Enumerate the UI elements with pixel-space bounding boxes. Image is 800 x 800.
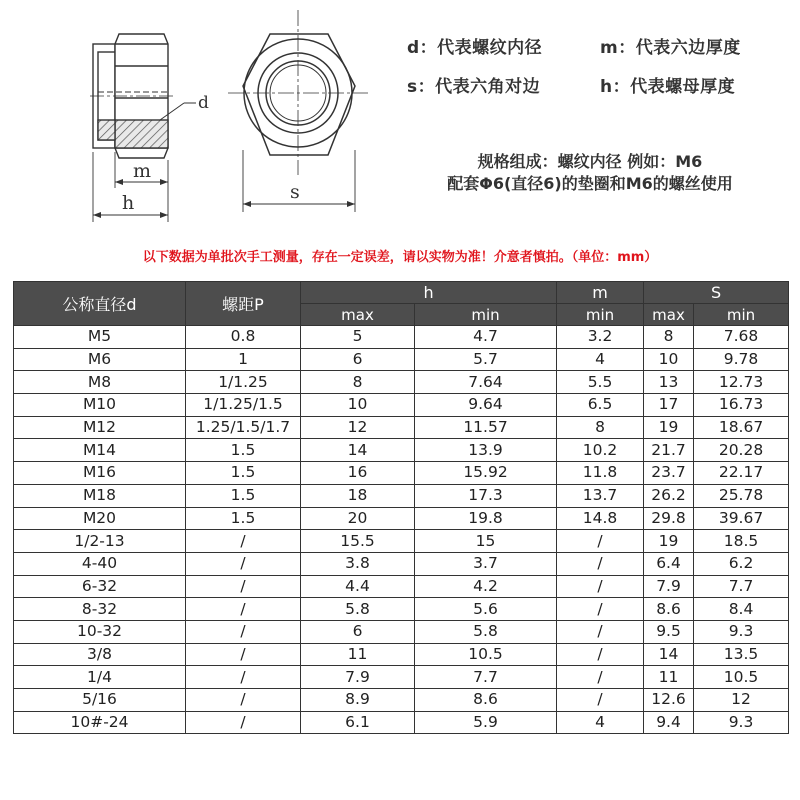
spec-line-1: 规格组成：螺纹内径 例如：M6: [477, 152, 703, 171]
table-row: [14, 598, 789, 621]
cell-nominal: 4-40: [14, 552, 186, 575]
cell-pitch: /: [186, 575, 301, 598]
table-row: [14, 484, 789, 507]
cell-s-min: 22.17: [694, 462, 789, 485]
cell-nominal: M8: [14, 371, 186, 394]
cell-pitch: 1/1.25/1.5: [186, 394, 301, 417]
cell-h-min: 8.6: [415, 689, 557, 712]
cell-s-min: 9.78: [694, 348, 789, 371]
table-row: [14, 394, 789, 417]
cell-s-max: 13: [644, 371, 694, 394]
cell-s-min: 16.73: [694, 394, 789, 417]
cell-h-max: 16: [301, 462, 415, 485]
cell-nominal: M10: [14, 394, 186, 417]
cell-nominal: 8-32: [14, 598, 186, 621]
cell-pitch: 1: [186, 348, 301, 371]
cell-m-min: /: [557, 689, 644, 712]
header-nominal-diameter: 公称直径d: [14, 282, 186, 326]
measurement-notice: 以下数据为单批次手工测量，存在一定误差，请以实物为准！介意者慎拍。（单位：mm）: [142, 250, 658, 265]
cell-m-min: 13.7: [557, 484, 644, 507]
cell-m-min: 6.5: [557, 394, 644, 417]
table-row: [14, 575, 789, 598]
header-h: h: [301, 282, 557, 304]
cell-h-max: 14: [301, 439, 415, 462]
cell-nominal: M14: [14, 439, 186, 462]
cell-nominal: 10#-24: [14, 711, 186, 734]
cell-pitch: 1.5: [186, 507, 301, 530]
cell-s-max: 21.7: [644, 439, 694, 462]
cell-h-min: 15: [415, 530, 557, 553]
legend-h: h：代表螺母厚度: [600, 77, 736, 97]
table-row: [14, 416, 789, 439]
cell-s-min: 7.7: [694, 575, 789, 598]
cell-s-max: 29.8: [644, 507, 694, 530]
cell-m-min: /: [557, 575, 644, 598]
cell-h-max: 8: [301, 371, 415, 394]
cell-s-max: 19: [644, 530, 694, 553]
table-row: [14, 689, 789, 712]
cell-m-min: /: [557, 666, 644, 689]
header-pitch: 螺距P: [186, 282, 301, 326]
table-row: [14, 348, 789, 371]
cell-pitch: /: [186, 552, 301, 575]
cell-nominal: M5: [14, 326, 186, 349]
cell-h-max: 12: [301, 416, 415, 439]
cell-nominal: M16: [14, 462, 186, 485]
cell-pitch: 1.25/1.5/1.7: [186, 416, 301, 439]
cell-h-max: 8.9: [301, 689, 415, 712]
cell-nominal: M12: [14, 416, 186, 439]
cell-s-max: 9.5: [644, 620, 694, 643]
header-s: S: [644, 282, 789, 304]
cell-nominal: 6-32: [14, 575, 186, 598]
table-row: [14, 530, 789, 553]
cell-h-min: 5.7: [415, 348, 557, 371]
table-row: [14, 666, 789, 689]
cell-h-min: 4.2: [415, 575, 557, 598]
cell-nominal: M20: [14, 507, 186, 530]
legend-m: m：代表六边厚度: [600, 38, 741, 58]
cell-h-max: 5.8: [301, 598, 415, 621]
cell-pitch: /: [186, 643, 301, 666]
table-body: [14, 326, 789, 734]
cell-pitch: /: [186, 711, 301, 734]
cell-pitch: /: [186, 689, 301, 712]
table-row: [14, 620, 789, 643]
cell-h-min: 7.7: [415, 666, 557, 689]
cell-s-min: 9.3: [694, 711, 789, 734]
cell-h-max: 15.5: [301, 530, 415, 553]
cell-m-min: /: [557, 598, 644, 621]
table-row: [14, 711, 789, 734]
table-row: [14, 507, 789, 530]
cell-s-min: 39.67: [694, 507, 789, 530]
cell-s-min: 6.2: [694, 552, 789, 575]
cell-s-min: 25.78: [694, 484, 789, 507]
cell-h-min: 4.7: [415, 326, 557, 349]
label-s: s: [290, 181, 300, 203]
cell-h-min: 9.64: [415, 394, 557, 417]
cell-pitch: 1.5: [186, 484, 301, 507]
cell-h-max: 10: [301, 394, 415, 417]
cell-h-min: 19.8: [415, 507, 557, 530]
header-m-min: min: [557, 304, 644, 326]
cell-m-min: 4: [557, 348, 644, 371]
cell-h-min: 10.5: [415, 643, 557, 666]
table-row: [14, 439, 789, 462]
cell-s-min: 7.68: [694, 326, 789, 349]
label-d: d: [198, 93, 209, 113]
cell-s-min: 9.3: [694, 620, 789, 643]
table-row: [14, 462, 789, 485]
cell-s-min: 18.67: [694, 416, 789, 439]
table-row: [14, 371, 789, 394]
cell-m-min: /: [557, 552, 644, 575]
cell-s-max: 19: [644, 416, 694, 439]
cell-h-max: 11: [301, 643, 415, 666]
label-h: h: [122, 192, 135, 214]
cell-m-min: 14.8: [557, 507, 644, 530]
table-row: [14, 326, 789, 349]
cell-h-min: 5.6: [415, 598, 557, 621]
table-row: [14, 643, 789, 666]
legend-s: s：代表六角对边: [407, 77, 541, 97]
cell-nominal: M18: [14, 484, 186, 507]
cell-pitch: /: [186, 530, 301, 553]
cell-nominal: 1/4: [14, 666, 186, 689]
cell-pitch: /: [186, 620, 301, 643]
cell-m-min: 3.2: [557, 326, 644, 349]
cell-nominal: 10-32: [14, 620, 186, 643]
cell-s-min: 18.5: [694, 530, 789, 553]
cell-s-min: 20.28: [694, 439, 789, 462]
cell-s-max: 6.4: [644, 552, 694, 575]
cell-m-min: /: [557, 530, 644, 553]
dimension-table: [13, 281, 789, 734]
cell-pitch: 1.5: [186, 462, 301, 485]
cell-h-max: 7.9: [301, 666, 415, 689]
cell-m-min: 8: [557, 416, 644, 439]
cell-s-max: 10: [644, 348, 694, 371]
cell-h-max: 3.8: [301, 552, 415, 575]
label-m: m: [133, 160, 152, 182]
cell-m-min: 11.8: [557, 462, 644, 485]
cell-h-min: 7.64: [415, 371, 557, 394]
cell-nominal: 3/8: [14, 643, 186, 666]
cell-nominal: M6: [14, 348, 186, 371]
cell-s-min: 13.5: [694, 643, 789, 666]
table-row: [14, 552, 789, 575]
cell-h-min: 17.3: [415, 484, 557, 507]
cell-pitch: 1.5: [186, 439, 301, 462]
cell-s-min: 12.73: [694, 371, 789, 394]
cell-s-max: 8: [644, 326, 694, 349]
cell-m-min: /: [557, 620, 644, 643]
cell-h-max: 6.1: [301, 711, 415, 734]
cell-s-max: 11: [644, 666, 694, 689]
cell-m-min: 4: [557, 711, 644, 734]
cell-m-min: 5.5: [557, 371, 644, 394]
cell-h-min: 15.92: [415, 462, 557, 485]
header-h-min: min: [415, 304, 557, 326]
cell-s-min: 8.4: [694, 598, 789, 621]
cell-h-max: 5: [301, 326, 415, 349]
cell-h-min: 13.9: [415, 439, 557, 462]
cell-h-max: 18: [301, 484, 415, 507]
legend-d: d：代表螺纹内径: [407, 38, 543, 58]
cell-s-min: 12: [694, 689, 789, 712]
header-s-max: max: [644, 304, 694, 326]
cell-h-max: 4.4: [301, 575, 415, 598]
cell-s-max: 17: [644, 394, 694, 417]
cell-h-min: 3.7: [415, 552, 557, 575]
cell-h-min: 5.9: [415, 711, 557, 734]
cell-s-max: 26.2: [644, 484, 694, 507]
cell-s-max: 14: [644, 643, 694, 666]
cell-s-max: 12.6: [644, 689, 694, 712]
spec-line-2: 配套Φ6(直径6)的垫圈和M6的螺丝使用: [447, 174, 733, 193]
cell-pitch: /: [186, 666, 301, 689]
cell-s-max: 8.6: [644, 598, 694, 621]
cell-pitch: /: [186, 598, 301, 621]
cell-s-min: 10.5: [694, 666, 789, 689]
header-s-min: min: [694, 304, 789, 326]
cell-h-max: 6: [301, 620, 415, 643]
cell-m-min: /: [557, 643, 644, 666]
header-h-max: max: [301, 304, 415, 326]
cell-h-max: 6: [301, 348, 415, 371]
nut-side-view: [90, 34, 196, 222]
header-m: m: [557, 282, 644, 304]
cell-h-min: 5.8: [415, 620, 557, 643]
cell-pitch: 1/1.25: [186, 371, 301, 394]
cell-s-max: 23.7: [644, 462, 694, 485]
cell-h-max: 20: [301, 507, 415, 530]
cell-nominal: 5/16: [14, 689, 186, 712]
cell-s-max: 9.4: [644, 711, 694, 734]
cell-pitch: 0.8: [186, 326, 301, 349]
cell-nominal: 1/2-13: [14, 530, 186, 553]
cell-s-max: 7.9: [644, 575, 694, 598]
cell-h-min: 11.57: [415, 416, 557, 439]
cell-m-min: 10.2: [557, 439, 644, 462]
